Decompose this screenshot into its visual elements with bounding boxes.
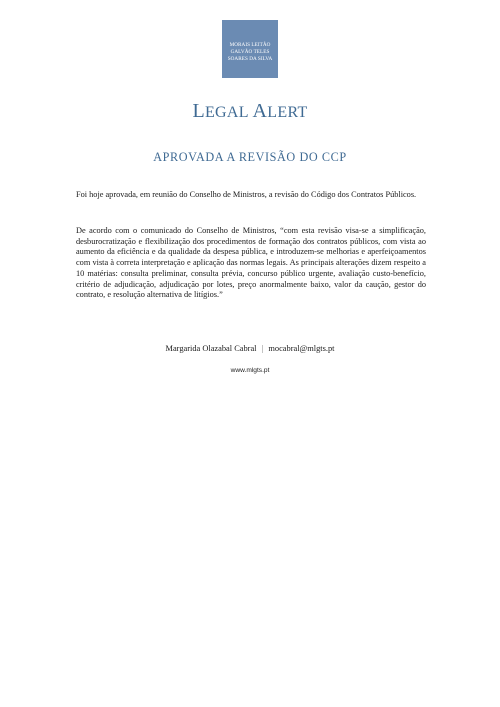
author-email[interactable]: mocabral@mlgts.pt [268,344,335,353]
title-initial-l: L [192,100,205,122]
title-rest-egal: EGAL [204,104,253,121]
firm-logo [222,20,278,78]
body-paragraph-2: De acordo com o comunicado do Conselho de Ministros, “com esta revisão visa-se a simplificação, desburocratização e flexibilização dos procedimentos de formação dos contratos públicos, com vista ao aumento da eficiência e da qualidade da despesa pública, e introduzem-se melhorias e aperfeiçoamentos com vista à correta interpretação e aplicação das normas legais. As principais alterações dizem respeito a 10 matérias: consulta preliminar, consulta prévia, concurso público urgente, avaliação custo-benefício, critério de adjudicação, adjudicação por lotes, preço anormalmente baixo, valor da caução, gestor do contrato, e resolução alternativa de litígios.” [76,226,426,300]
document-title [0,99,500,125]
website-link[interactable]: www.mlgts.pt [230,367,270,374]
logo-line-1: MORAIS LEITÃO [229,42,271,48]
title-initial-a: A [252,100,268,122]
logo-line-2: GALVÃO TELES [230,49,270,55]
document-subtitle: APROVADA A REVISÃO DO CCP [153,150,347,164]
title-rest-lert: LERT [267,104,308,121]
body-paragraph-1: Foi hoje aprovada, em reunião do Conselho de Ministros, a revisão do Código dos Contratos Públicos. [76,190,417,199]
author-signature [0,344,500,354]
signature-separator: | [261,344,264,353]
author-name: Margarida Olazabal Cabral [165,344,257,353]
logo-line-3: SOARES DA SILVA [227,56,273,62]
